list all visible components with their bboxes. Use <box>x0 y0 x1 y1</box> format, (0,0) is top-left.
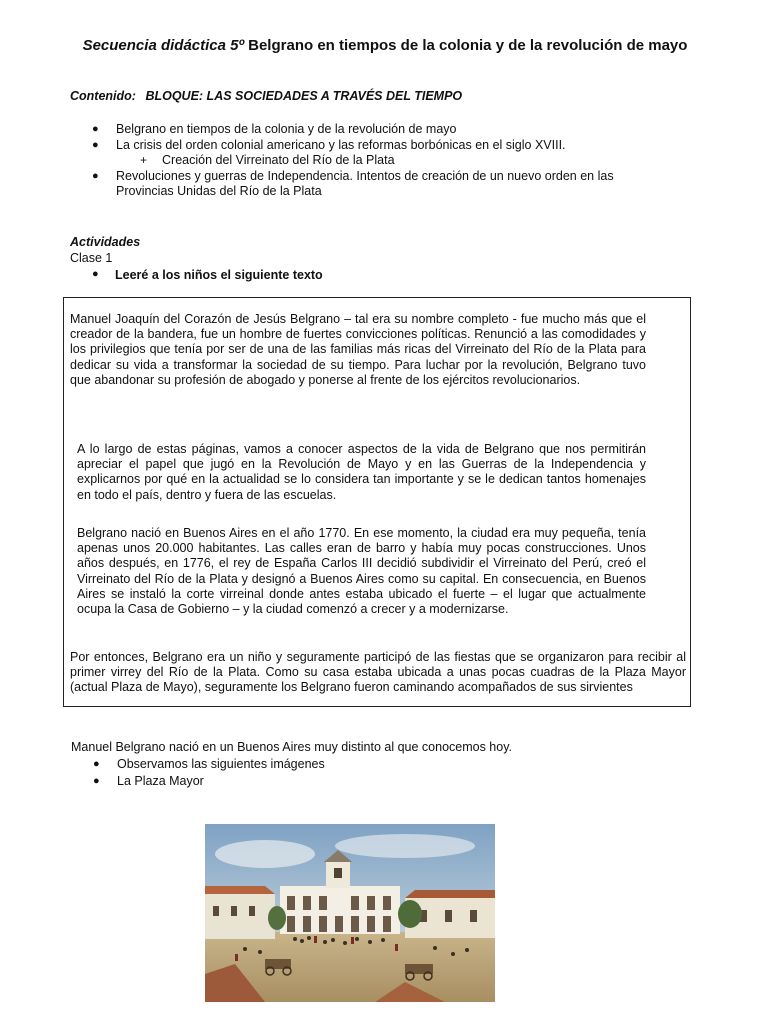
activities-heading: Actividades <box>70 235 141 249</box>
reading-instruction: ● Leeré a los niños el siguiente texto <box>92 268 323 282</box>
list-item: + Creación del Virreinato del Río de la Plata <box>140 153 395 167</box>
contenido-line <box>70 89 462 103</box>
topics-list <box>70 122 670 200</box>
reading-text-box <box>63 297 691 707</box>
observation-list <box>71 756 325 789</box>
bullet-icon: ● <box>93 774 100 787</box>
bullet-icon: ● <box>92 123 99 135</box>
contenido-label: Contenido: <box>70 89 136 103</box>
list-item: ● Revoluciones y guerras de Independencia. Intentos de creación de un nuevo orden en las Provincias Unidas del Río de la Plata <box>92 168 614 198</box>
plus-icon: + <box>140 153 148 167</box>
title-rest: Belgrano en tiempos de la colonia y de la revolución de mayo <box>243 37 688 54</box>
bullet-icon: ● <box>92 138 99 151</box>
list-item: ● La Plaza Mayor <box>93 773 204 788</box>
paragraph: Manuel Joaquín del Corazón de Jesús Belgrano – tal era su nombre completo - fue mucho más que el creador de la bandera, fue un hombre de fuertes convicciones políticas. Renunció a las comodidades y los privilegios que tenía por ser de una de las familias más ricas del Virreinato del Río de la Plata para dedicar su vida a transformar la sociedad de su tiempo. Para luchar por la revolución, Belgrano tuvo que abandonar su profesión de abogado y ponerse al frente de los ejércitos revolucionarios. <box>70 312 646 387</box>
list-item: ● Belgrano en tiempos de la colonia y de la revolución de mayo <box>92 122 457 136</box>
plaza-mayor-painting <box>205 824 495 1002</box>
clase-label: Clase 1 <box>70 251 113 265</box>
paragraph: A lo largo de estas páginas, vamos a conocer aspectos de la vida de Belgrano que nos permitirán apreciar el papel que jugó en la Revolución de Mayo y en las Guerras de la Independencia y explicarnos por qué en la actualidad se lo considera tan importante y se le dedican tantos homenajes en todo el país, dentro y fuera de las escuelas. <box>77 442 646 502</box>
bullet-icon: ● <box>93 758 100 770</box>
list-item: ● Observamos las siguientes imágenes <box>93 757 325 771</box>
bullet-icon: ● <box>92 169 99 182</box>
after-intro: Manuel Belgrano nació en un Buenos Aires muy distinto al que conocemos hoy. <box>71 740 513 754</box>
list-item: ● La crisis del orden colonial americano y las reformas borbónicas en el siglo XVIII. <box>92 137 566 152</box>
paragraph: Belgrano nació en Buenos Aires en el año 1770. En ese momento, la ciudad era muy pequeña, tenía apenas unos 20.000 habitantes. Las calles eran de barro y había muy pocas construcciones. Unos años después, en 1776, el rey de España Carlos III decidió subdividir el Virreinato del Perú, creó el Virreinato del Río de la Plata y designó a Buenos Aires como su capital. En consecuencia, en Buenos Aires se instaló la corte virreinal donde antes estaba ubicado el fuerte – el lugar que actualmente ocupa la Casa de Gobierno – y la ciudad comenzó a crecer y a modernizarse. <box>77 526 646 617</box>
contenido-value: BLOQUE: LAS SOCIEDADES A TRAVÉS DEL TIEMPO <box>145 89 463 103</box>
title-italic: Secuencia didáctica 5º <box>82 37 244 54</box>
page-title <box>60 36 710 55</box>
bullet-icon: ● <box>92 268 99 280</box>
paragraph: Por entonces, Belgrano era un niño y seguramente participó de las fiestas que se organizaron para recibir al primer virrey del Río de la Plata. Como su casa estaba ubicada a unas pocas cuadras de la Plaza Mayor (actual Plaza de Mayo), seguramente los Belgrano fueron caminando acompañados de sus sirvientes <box>70 650 686 695</box>
